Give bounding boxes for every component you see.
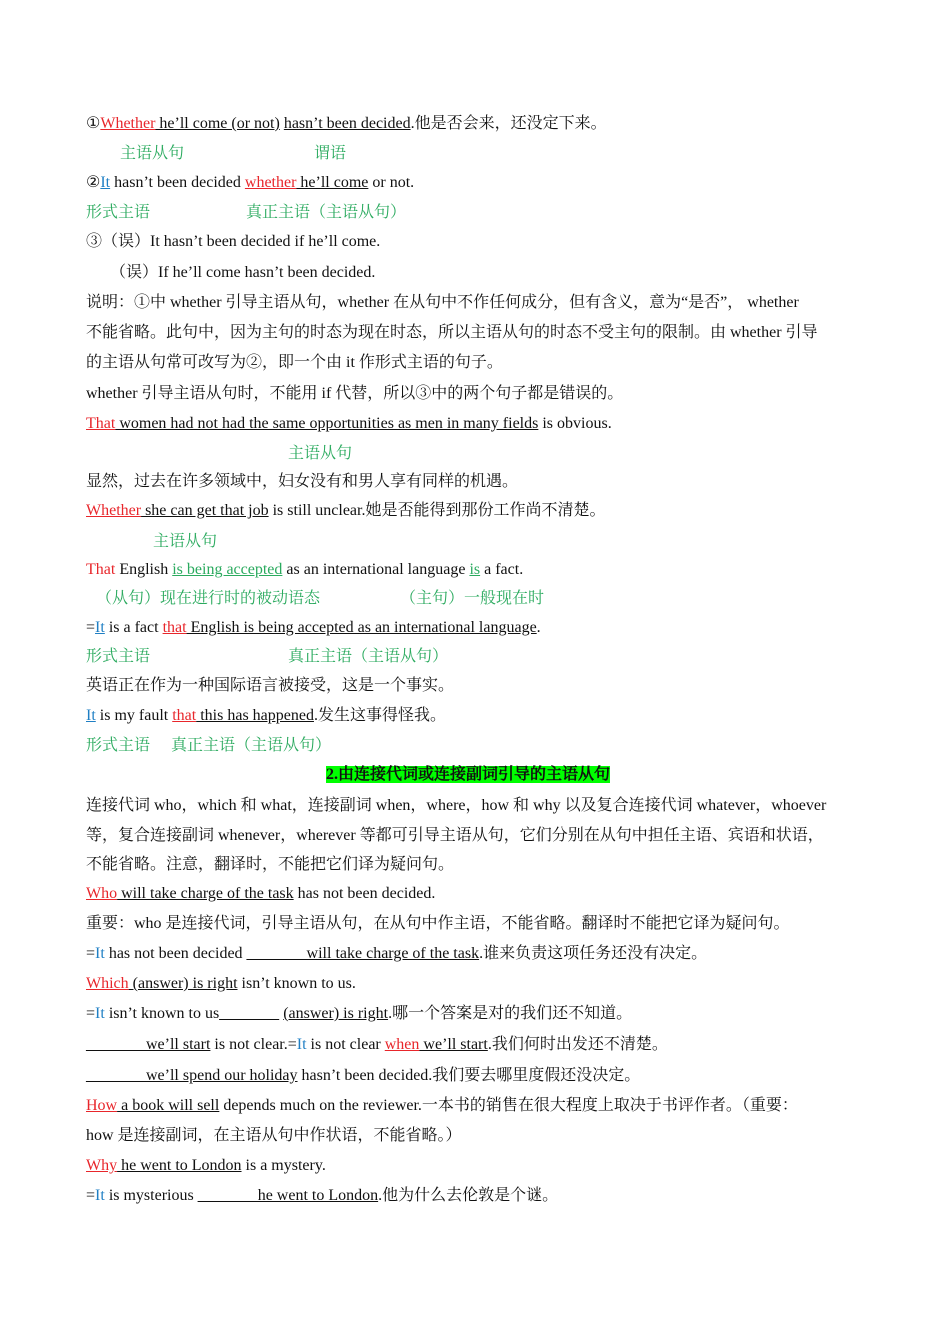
green-annotation: 形式主语 <box>86 204 151 221</box>
text-segment: .我们何时出发还不清楚。 <box>487 1036 668 1053</box>
text-segment: is not clear <box>306 1036 385 1053</box>
underlined-text: she can get that job <box>141 502 269 519</box>
text-line <box>86 1035 668 1055</box>
text-line <box>86 618 541 638</box>
red-underlined-text: That <box>86 415 116 432</box>
text-segment: is mysterious <box>104 1187 198 1204</box>
red-underlined-text: Which <box>86 975 129 992</box>
text-segment: is obvious. <box>538 415 612 432</box>
text-line <box>86 974 356 994</box>
text-segment: 显然，过去在许多领域中，妇女没有和男人享有同样的机遇。 <box>86 473 519 490</box>
text-line <box>86 1126 462 1146</box>
text-line <box>86 414 612 434</box>
blue-text: It <box>95 945 105 962</box>
text-line <box>0 647 950 667</box>
text-line <box>86 501 605 521</box>
underlined-text: hasn’t been decided <box>283 115 411 132</box>
red-underlined-text: that <box>162 619 187 636</box>
blue-text: It <box>95 1187 105 1204</box>
underlined-text: (answer) is right <box>128 975 238 992</box>
text-segment: ③（误）It hasn’t been decided if he’ll come. <box>86 233 381 250</box>
text-line <box>86 855 454 875</box>
text-segment: is a mystery. <box>241 1157 326 1174</box>
text-line <box>86 1066 640 1086</box>
text-segment: 等，复合连接副词 whenever，wherever 等都可引导主语从句，它们分别在从句中担任主语、宾语和状语， <box>86 827 824 844</box>
text-segment: is my fault <box>95 707 173 724</box>
text-line <box>86 323 818 343</box>
text-segment: is still unclear.她是否能得到那份工作尚不清楚。 <box>268 502 606 519</box>
text-segment: a fact. <box>480 561 524 578</box>
text-line <box>86 826 824 846</box>
text-segment: isn’t known to us. <box>237 975 356 992</box>
heading-text: 2.由连接代词或连接副词引导的主语从句 <box>326 766 611 783</box>
blue-underlined-text: It <box>100 174 111 191</box>
underlined-text: _______ we’ll spend our holiday <box>86 1067 298 1084</box>
underlined-text: this has happened <box>196 707 314 724</box>
text-segment: = <box>86 945 96 962</box>
text-segment: .发生这事得怪我。 <box>313 707 446 724</box>
text-segment: 英语正在作为一种国际语言被接受，这是一个事实。 <box>86 677 455 694</box>
green-annotation: （从句）现在进行时的被动语态 <box>96 590 321 607</box>
underlined-text: he’ll come (or not) <box>155 115 280 132</box>
text-line <box>110 263 375 283</box>
green-annotation: 主语从句 <box>153 533 218 550</box>
blue-text: It <box>296 1036 307 1053</box>
text-segment: how 是连接副词，在主语从句中作状语，不能省略。） <box>86 1127 462 1144</box>
text-line <box>0 144 950 164</box>
underlined-text: _______ will take charge of the task <box>246 945 480 962</box>
green-annotation: 形式主语 <box>86 737 151 754</box>
green-underlined-text: is <box>469 561 481 578</box>
text-segment: = <box>86 1005 96 1022</box>
text-line <box>86 1004 632 1024</box>
blue-underlined-text: It <box>86 707 96 724</box>
underlined-text: (answer) is right <box>283 1005 389 1022</box>
red-underlined-text: when <box>384 1036 420 1053</box>
text-segment: English <box>115 561 173 578</box>
text-line <box>86 944 707 964</box>
underlined-text: _______ <box>219 1005 280 1022</box>
text-line <box>0 589 950 609</box>
text-segment: isn’t known to us <box>104 1005 220 1022</box>
text-line <box>0 736 950 756</box>
red-text: That <box>86 561 116 578</box>
text-segment: is not clear.= <box>210 1036 297 1053</box>
text-line <box>153 532 217 552</box>
text-segment: = <box>86 1187 96 1204</box>
text-line <box>86 560 523 580</box>
text-line <box>86 384 623 404</box>
text-segment: depends much on the reviewer.一本书的销售在很大程度上取决于书评作者。（重要： <box>219 1097 798 1114</box>
text-segment: .哪一个答案是对的我们还不知道。 <box>388 1005 633 1022</box>
text-line <box>86 353 503 373</box>
text-segment: ② <box>86 174 101 191</box>
text-line <box>86 472 518 492</box>
underlined-text: he’ll come <box>296 174 369 191</box>
green-annotation: 主语从句 <box>120 145 185 162</box>
green-annotation: 谓语 <box>314 145 347 162</box>
text-line <box>86 232 380 252</box>
text-segment: has not been decided. <box>293 885 436 902</box>
red-underlined-text: How <box>86 1097 118 1114</box>
blue-underlined-text: It <box>95 619 105 636</box>
text-segment: = <box>86 619 96 636</box>
underlined-text: women had not had the same opportunities as men in many fields <box>115 415 539 432</box>
green-annotation: 真正主语（主语从句） <box>288 648 449 665</box>
text-segment: 连接代词 who，which 和 what，连接副词 when，where，how 和 why 以及复合连接代词 whatever，whoever <box>86 797 827 814</box>
text-segment: whether 引导主语从句时，不能用 if 代替，所以③中的两个句子都是错误的。 <box>86 385 624 402</box>
text-segment: hasn’t been decided.我们要去哪里度假还没决定。 <box>297 1067 641 1084</box>
text-line <box>86 114 607 134</box>
green-annotation: （主句）一般现在时 <box>400 590 545 607</box>
text-segment: 重要：who 是连接代词，引导主语从句，在从句中作主语，不能省略。翻译时不能把它译为疑问句。 <box>86 915 790 932</box>
text-segment: as an international language <box>282 561 470 578</box>
green-annotation: 真正主语（主语从句） <box>246 204 407 221</box>
text-segment: 不能省略。注意，翻译时，不能把它们译为疑问句。 <box>86 856 455 873</box>
text-line <box>86 796 826 816</box>
text-segment: has not been decided <box>104 945 247 962</box>
text-line <box>86 1186 558 1206</box>
red-underlined-text: Why <box>86 1157 118 1174</box>
text-line <box>288 444 352 464</box>
red-underlined-text: Whether <box>86 502 142 519</box>
underlined-text: a book will sell <box>117 1097 220 1114</box>
text-line <box>86 914 790 934</box>
text-segment: ① <box>86 115 101 132</box>
underlined-text: _______ he went to London <box>197 1187 379 1204</box>
blue-text: It <box>95 1005 105 1022</box>
text-segment: or not. <box>368 174 415 191</box>
red-underlined-text: that <box>172 707 197 724</box>
green-underlined-text: is being accepted <box>172 561 283 578</box>
red-underlined-text: Who <box>86 885 118 902</box>
text-segment: .谁来负责这项任务还没有决定。 <box>479 945 708 962</box>
text-line <box>86 173 414 193</box>
red-underlined-text: whether <box>244 174 297 191</box>
text-line <box>86 706 446 726</box>
text-segment: 不能省略。此句中，因为主句的时态为现在时态，所以主语从句的时态不受主句的限制。由 whether 引导 <box>86 324 818 341</box>
text-segment: 说明：①中 whether 引导主语从句，whether 在从句中不作任何成分，但有含义，意为“是否”， whether <box>86 294 799 311</box>
underlined-text: _______ we’ll start <box>86 1036 211 1053</box>
underlined-text: he went to London <box>117 1157 242 1174</box>
text-segment: is a fact <box>104 619 163 636</box>
text-segment: （误）If he’ll come hasn’t been decided. <box>110 264 376 281</box>
underlined-text: will take charge of the task <box>117 885 294 902</box>
text-segment: . <box>536 619 541 636</box>
green-annotation: 真正主语（主语从句） <box>171 737 332 754</box>
text-segment: .他是否会来，还没定下来。 <box>410 115 607 132</box>
text-line <box>86 1156 326 1176</box>
underlined-text: we’ll start <box>419 1036 488 1053</box>
section-heading <box>326 765 610 785</box>
text-line <box>0 203 950 223</box>
text-segment: .他为什么去伦敦是个谜。 <box>378 1187 559 1204</box>
green-annotation: 形式主语 <box>86 648 151 665</box>
text-segment: hasn’t been decided <box>110 174 245 191</box>
red-underlined-text: Whether <box>100 115 156 132</box>
underlined-text: English is being accepted as an international language <box>186 619 537 636</box>
green-annotation: 主语从句 <box>288 445 353 462</box>
text-line <box>86 1096 798 1116</box>
text-segment: 的主语从句常可改写为②，即一个由 it 作形式主语的句子。 <box>86 354 503 371</box>
text-line <box>86 884 435 904</box>
text-line <box>86 676 454 696</box>
text-line <box>86 293 799 313</box>
